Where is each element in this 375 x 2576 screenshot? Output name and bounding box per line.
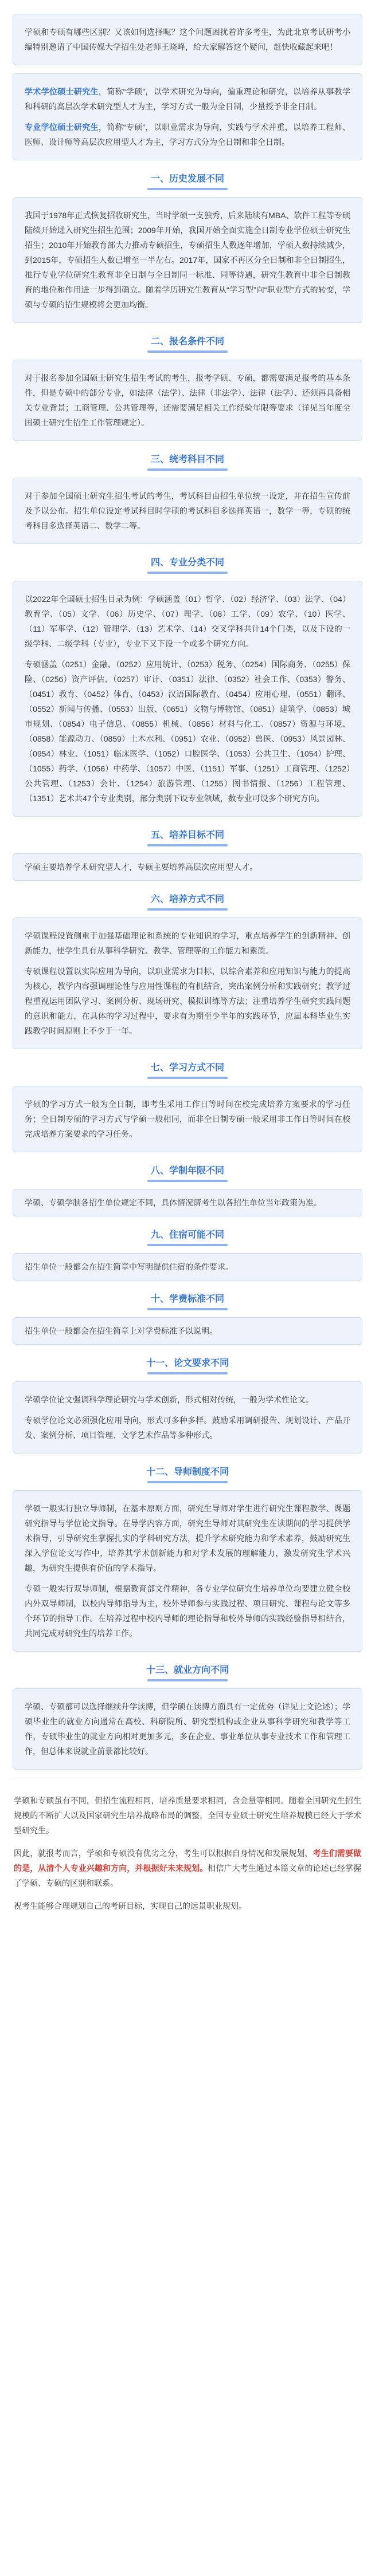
section-paragraph: 学硕主要培养学术研究型人才，专硕主要培养高层次应用型人才。 [25,862,257,872]
section-paragraph: 学硕的学习方式一般为全日制，即考生采用工作日等时间在校完成培养方案要求的学习任务；全日制专硕的学习方式与学硕一般相同，而非全日制专硕一般采用非工作日等时间在校完成培养方案要求的学习任务。 [25,1100,350,1139]
section-title-text: 十二、导师制度不同 [146,1467,229,1477]
section-title-text: 九、住宿可能不同 [150,1230,224,1240]
section-card [13,1189,362,1216]
section-paragraph: 以2022年全国硕士招生目录为例：学硕涵盖（01）哲学、（02）经济学、（03）法学、（04）教育学、（05）文学、（06）历史学、（07）理学、（08）工学、（09）农学、（10）医学、（11）军事学、（12）管理学、（13）艺术学、（14）交叉学科共计14个门类，以及下设的一级学科、二级学科（专业），专业下又下设一个或多个研究方向。 [25,594,350,648]
section-title-underline [147,1679,228,1681]
section-paragraph: 学硕课程设置侧重于加强基础理论和系统的专业知识的学习，重点培养学生的创新精神、创新能力，使学生具有从事科学研究、教学、管理等的工作能力和素质。 [25,931,350,955]
outro [13,1786,362,1913]
intro-card [13,14,362,65]
section-card [13,478,362,544]
section-card [13,853,362,881]
section-title [127,1464,248,1483]
section-title [127,333,248,353]
section-title [127,1355,248,1374]
section-title-underline [147,1180,228,1182]
section-paragraph: 专硕一般实行双导师制，根据教育部文件精神，各专业学位研究生培养单位均要建立健全校内外双导师制，以校内导师指导为主，校外导师参与实践过程、项目研究、课程与论文等多个环节的指导工作。在培养过程中校内导师的理论指导和校外导师的实践经验指导相结合，共同完成对研究生的培养工作。 [25,1584,350,1638]
section-paragraph: 专硕涵盖（0251）金融、（0252）应用统计、（0253）税务、（0254）国际商务、（0255）保险、（0256）资产评估、（0257）审计、（0351）法律、（0352）社会工作、（0353）警务、（0451）教育、（0452）体育、（0453）汉语国际教育、（0454）应用心理、（0551）翻译、（0552）新闻与传播、（0553）出版、（0651）文物与博物馆、（0851）建筑学、（0853）城市规划、（0854）电子信息、（0855）机械、（0856）材料与化工、（0857）资源与环境、（0858）能源动力、（0859）土木水利、（0951）农业、（0952）兽医、（0953）风景园林、（0954）林业、（1051）临床医学、（1052）口腔医学、（1053）公共卫生、（1054）护理、（1055）药学、（1056）中药学、（1057）中医、（1151）军事、（1251）工商管理、（1252）公共管理、（1253）会计、（1254）旅游管理、（1255）图书情报、（1256）工程管理、（1351）艺术共47个专业类别，部分类别下设专业领域，数专业可设多个研究方向。 [25,660,350,803]
section-title-text: 八、学制年限不同 [150,1166,224,1176]
section-card [13,1317,362,1345]
section-card [13,581,362,817]
section-title-text: 五、培养目标不同 [150,830,224,840]
section-card [13,1490,362,1652]
section-title-text: 四、专业分类不同 [150,558,224,568]
intro-text: 学硕和专硕有哪些区别？又该如何选择呢？这个问题困扰着许多考生，为此北京考试研考小编特别邀请了中国传媒大学招生处老师王晓峰，给大家解答这个疑问，赶快收藏起来吧！ [25,27,350,52]
zhuanshuo-definition [25,120,350,149]
section-title-text: 十一、论文要求不同 [146,1358,229,1368]
definitions-card [13,73,362,160]
section-title [127,554,248,574]
section-title [127,1163,248,1182]
section-paragraph: 对于报名参加全国硕士研究生招生考试的考生，报考学硕、专硕，都需要满足报考的基本条件，但是专硕中的部分专业，如法律（法学）、法律（非法学）、法律（法学）、还须再具备相关专业背景；工商管理、公共管理等，还需要满足相关工作经验年限等要求（详见当年度全国硕士研究生招生工作管理规定）。 [25,373,350,427]
xueshuo-definition [25,84,350,114]
section-paragraph: 专硕学位论文必须强化应用导向，形式可多种多样。鼓励采用调研报告、规划设计、产品开发、案例分析、项目管理、文学艺术作品等多种形式。 [25,1416,350,1440]
section-title-text: 一、历史发展不同 [150,174,224,184]
section-card [13,1253,362,1281]
section-title [127,1662,248,1681]
section-title-underline [147,1244,228,1246]
section-title [127,171,248,190]
section-paragraph: 学硕、专硕都可以选择继续升学读博，但学硕在读博方面具有一定优势（详见上文论述）；学硕毕业生的就业方向通常在高校、科研院所、研究型机构或企业从事科学研究和教学等工作，专硕毕业生的就业方向相对更加多元，多在企业、事业单位从事专业技术工作和管理工作，但总体来说就业前景都比较好。 [25,1702,350,1756]
outro-p2-post: 相信广大考生通过本篇文章的论述已经掌握了学硕、专硕的区别和联系。 [14,1864,362,1888]
zhuanshuo-desc: ，简称“专硕”，以职业需求为导向，实践与学术并重，以培养工程师、医师、设计师等高层次应用型人才为主，学习方式分为全日制和非全日制。 [25,123,351,147]
section-paragraph: 招生单位一般都会在招生简章上对学费标准予以说明。 [25,1326,217,1336]
section-paragraph: 学硕一般实行独立导师制，在基本原则方面，研究生导师对学生进行研究生课程教学、课题研究指导与学位论文指导。在导学内容方面，研究生导师对其研究生在读期间的学习提供学术指导，引导研究生掌握扎实的学科研究方法，提升学术研究能力和学术素养，鼓励研究生深入学位论文写作中，培养其学术创新能力和对学术发展的理解能力，激发研究生学术兴趣，为研究生提供有价值的学术指导。 [25,1504,350,1573]
section-title-text: 三、统考科目不同 [150,455,224,464]
section-card [13,197,362,323]
section-paragraph: 学硕、专硕学制各招生单位规定不同，具体情况请考生以各招生单位当年政策为准。 [25,1198,322,1207]
section-paragraph: 我国于1978年正式恢复招收研究生，当时学硕一支独秀，后来陆续有MBA、软件工程等专硕陆续开始进入研究生招生范围；2009年开始，我国开始全面实施全日制专业学位硕士研究生招生；2010年开始教育部大力推动专硕招生，专硕招生人数逐年增加，学硕人数持续减少，到2015年，专硕招生人数已增至一半左右。2017年，国家不再区分全日制和非全日制招生，推行专业学位研究生教育非全日制与全日制同一标准、同等待遇，研究生教育中非全日制教育的地位和作用进一步得到确立。随着学历研究生教育从“学习型”向“职业型”方式的转变，学硕与专硕的招生规模将会更加均衡。 [25,211,350,309]
outro-paragraph-2 [14,1846,361,1890]
xueshuo-term: 学术学位硕士研究生 [25,87,99,96]
outro-p2-pre: 因此，就报考而言，学硕和专硕没有优劣之分，考生可以根据自身情况和发展规划， [14,1849,313,1858]
section-card [13,1381,362,1454]
section-title-underline [147,1481,228,1483]
section-title [127,1059,248,1079]
section-title [127,1291,248,1310]
section-title-underline [147,844,228,846]
section-title-underline [147,1308,228,1310]
section-title-text: 十三、就业方向不同 [146,1665,229,1675]
section-title [127,891,248,911]
zhuanshuo-term: 专业学位硕士研究生 [25,123,99,132]
section-title [127,1227,248,1246]
section-title-underline [147,350,228,353]
section-title-text: 二、报名条件不同 [150,337,224,346]
section-title [127,451,248,471]
sections-container [13,171,362,1770]
outro-paragraph-3: 祝考生能够合理规划自己的考研目标，实现自己的远景职业规划。 [14,1901,247,1911]
section-title-text: 十、学费标准不同 [150,1294,224,1304]
section-title-underline [147,572,228,574]
section-card [13,1086,362,1152]
outro-p2-highlight: 考生们需要做的是，从清个人专业兴趣和方向，并根据好未来规划。 [14,1849,362,1873]
section-paragraph: 学硕学位论文强调科学理论研究与学术创新，形式相对传统，一般为学术性论文。 [25,1395,314,1404]
section-title-underline [147,468,228,471]
section-paragraph: 招生单位一般都会在招生简章中写明提供住宿的条件要求。 [25,1262,233,1271]
section-title-underline [147,908,228,911]
section-card [13,1688,362,1770]
section-card [13,917,362,1049]
section-title-text: 七、学习方式不同 [150,1063,224,1073]
section-paragraph: 专硕课程设置以实际应用为导向，以职业需求为目标，以综合素养和应用知识与能力的提高为核心，教学内容强调理论性与应用性课程的有机结合，突出案例分析和实践研究；教学过程重视运用团队学习、案例分析、现场研究、模拟训练等方法；注重培养学生研究实践问题的意识和能力，在具体的学习过程中，要求有为期至少半年的实践环节，应届本科毕业生实践教学时间原则上不少于一年。 [25,967,350,1035]
section-title-underline [147,1372,228,1374]
section-title-underline [147,188,228,190]
xueshuo-desc: ，简称“学硕”，以学术研究为导向，偏重理论和研究，以培养从事教学和科研的高层次学术研究型人才为主，学习方式一般为全日制，少量授予非全日制。 [25,87,351,111]
section-card [13,360,362,441]
section-paragraph: 对于参加全国硕士研究生招生考试的考生，考试科目由招生单位统一设定，并在招生宣传前及予以公布。招生单位设定考试科目时学硕的考试科目多选择英语一，数学一等，专硕的统考科目多选择英语二、数学二等。 [25,491,350,530]
outro-paragraph-1: 学硕和专硕虽有不同，但招生流程相同，培养质量要求相同，含金量等相同。随着全国研究生招生规模的不断扩大以及国家研究生培养战略布局的调整，全国专业硕士研究生培养规模已经大于学术型研究生。 [14,1796,361,1835]
section-title-underline [147,1077,228,1079]
section-title [127,827,248,846]
section-title-text: 六、培养方式不同 [150,895,224,904]
